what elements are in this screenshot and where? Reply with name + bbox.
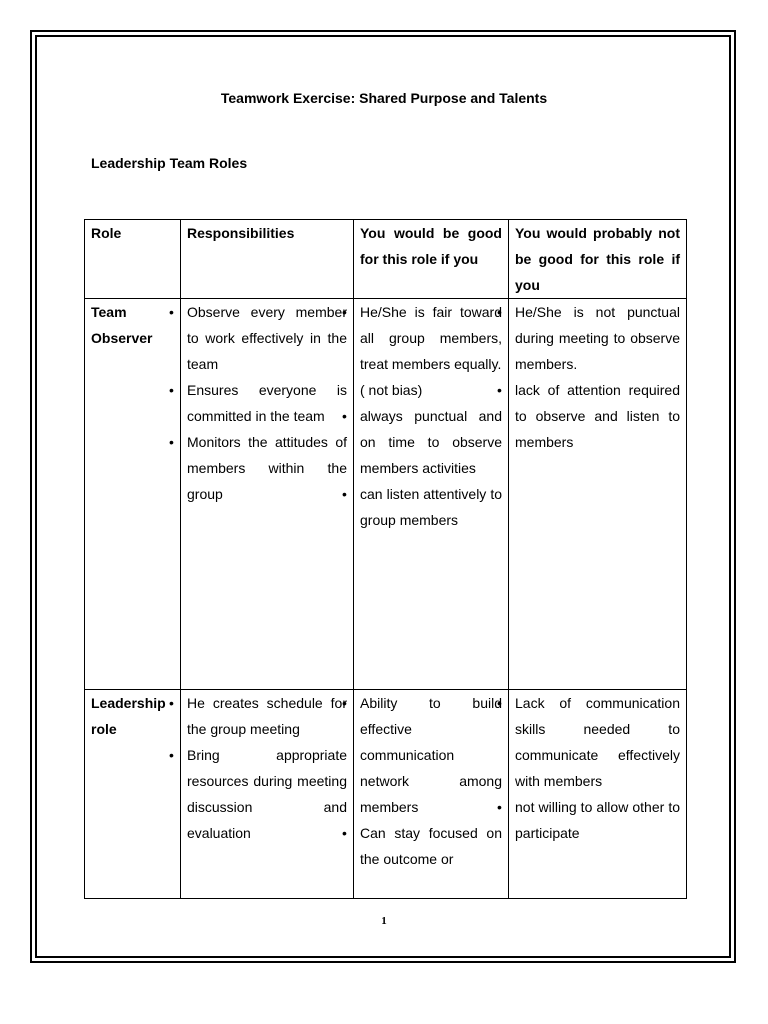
list-item: • can listen attentively to group members xyxy=(360,481,502,533)
responsibilities-cell xyxy=(181,299,354,690)
list-item: • Monitors the attitudes of members within the group xyxy=(187,429,347,507)
roles-table xyxy=(84,219,687,899)
header-role: Role xyxy=(85,220,181,299)
list-item: • Ability to build effective communication network among members xyxy=(360,690,502,820)
header-responsibilities: Responsibilities xyxy=(181,220,354,299)
not-good-if-list xyxy=(515,299,680,455)
list-item: • always punctual and on time to observe members activities xyxy=(360,403,502,481)
list-item-note: ( not bias) xyxy=(360,382,423,398)
header-good-if: You would be good for this role if you xyxy=(354,220,509,299)
responsibilities-list xyxy=(187,299,347,507)
table-row xyxy=(85,690,687,899)
list-item: • Can stay focused on the outcome or xyxy=(360,820,502,872)
role-cell xyxy=(85,299,181,690)
table-header-row xyxy=(85,220,687,299)
page-number: 1 xyxy=(381,915,387,927)
list-item: • Observe every member to work effectively in the team xyxy=(187,299,347,377)
responsibilities-list xyxy=(187,690,347,846)
list-item: • He/She is fair toward all group members, treat members equally. xyxy=(360,299,502,377)
good-if-list xyxy=(360,690,502,872)
good-if-cell xyxy=(354,299,509,690)
good-if-list xyxy=(360,299,502,533)
list-item: • lack of attention required to observe and listen to members xyxy=(515,377,680,455)
good-if-cell xyxy=(354,690,509,899)
list-item: • Ensures everyone is committed in the team xyxy=(187,377,347,429)
not-good-if-cell xyxy=(509,299,687,690)
section-heading: Leadership Team Roles xyxy=(91,155,248,171)
responsibilities-cell xyxy=(181,690,354,899)
table-row xyxy=(85,299,687,690)
role-label: Leadership role xyxy=(91,695,166,737)
document-title: Teamwork Exercise: Shared Purpose and Talents xyxy=(220,90,548,106)
not-good-if-list xyxy=(515,690,680,846)
role-cell xyxy=(85,690,181,899)
list-item: • He/She is not punctual during meeting to observe members. xyxy=(515,299,680,377)
header-not-good-if: You would probably not be good for this role if you xyxy=(509,220,687,299)
list-item: • not willing to allow other to participate xyxy=(515,794,680,846)
role-label: Team Observer xyxy=(91,304,153,346)
list-item: • Bring appropriate resources during meeting discussion and evaluation xyxy=(187,742,347,846)
not-good-if-cell xyxy=(509,690,687,899)
list-item: • Lack of communication skills needed to communicate effectively with members xyxy=(515,690,680,794)
list-item: • He creates schedule for the group meeting xyxy=(187,690,347,742)
list-item-continued xyxy=(360,377,502,403)
